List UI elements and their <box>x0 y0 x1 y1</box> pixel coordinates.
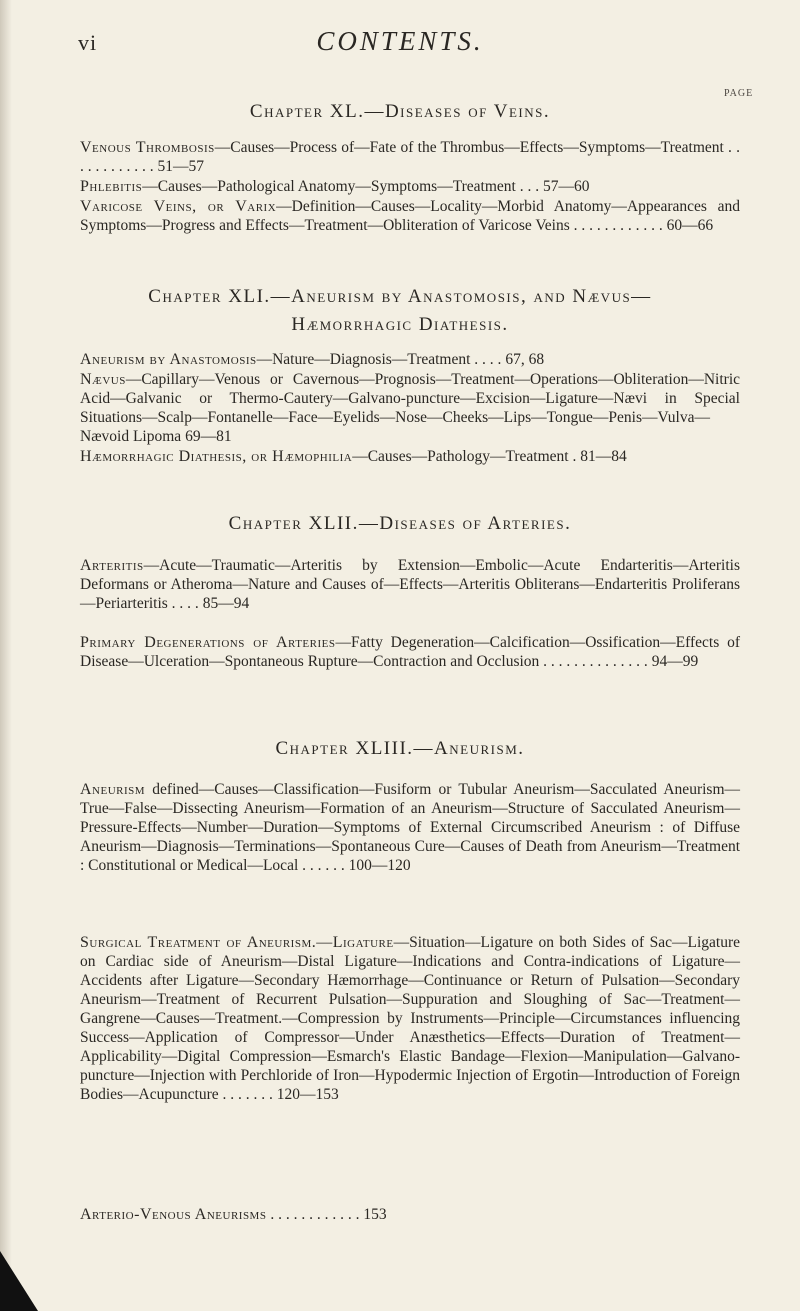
entry-pages: 67, 68 <box>505 351 545 368</box>
toc-entry <box>80 933 740 1104</box>
toc-entry <box>80 780 740 875</box>
toc-entry <box>80 633 740 671</box>
entry-heading: Venous Thrombosis <box>80 139 215 156</box>
chapter-title: Chapter XLI.—Aneurism by Anastomosis, and Nævus—Hæmorrhagic Diathesis. <box>148 286 652 335</box>
toc-entry <box>80 447 740 466</box>
toc-entry <box>80 370 740 446</box>
entry-pages: 69—81 <box>185 428 232 445</box>
entry-text: —Situation—Ligature on both Sides of Sac—Ligature on Cardiac side of Aneurism—Distal Ligature—Indications and Contra-indications of Ligature—Accidents after Ligature—Secondary Hæmorrhage—Continuance or Return of Pulsation—Secondary Aneurism—Treatment of Recurrent Pulsation—Suppuration and Sloughing of Sac—Treatment—Gangrene—Causes—Treatment.—Compression by Instruments—Principle—Circumstances influencing Success—Application of Compressor—Under Anæsthetics—Effects—Duration of Treatment—Applicability—Digital Compression—Esmarch's Elastic Bandage—Flexion—Manipulation—Galvano-puncture—Injection with Perchloride of Iron—Hypodermic Injection of Ergotin—Introduction of Foreign Bodies—Acupuncture . . . . . . . <box>80 934 740 1103</box>
toc-entry <box>80 177 740 196</box>
entry-text: —Definition—Causes—Locality—Morbid Anatomy—Appearances and Symptoms—Progress and Effects—Treatment—Obliteration of Varicose Veins . . . . . . . . . . . . <box>80 198 741 234</box>
entry-pages: 153 <box>363 1206 387 1223</box>
chapter-41-heading <box>0 283 800 339</box>
entry-heading: Nævus <box>80 371 126 388</box>
entry-text: —Fatty Degeneration—Calcification—Ossification—Effects of Disease—Ulceration—Spontaneous Rupture—Contraction and Occlusion . . . . . . . . . . . . . . <box>80 634 740 670</box>
chapter-43-heading <box>0 735 800 763</box>
entry-pages: 60—66 <box>666 217 714 234</box>
entry-heading: Surgical Treatment of Aneurism.—Ligature <box>80 934 394 951</box>
entry-pages: 57—60 <box>542 178 590 195</box>
toc-entry <box>80 197 740 235</box>
running-title: CONTENTS. <box>316 26 484 56</box>
entry-heading: Arteritis <box>80 557 144 574</box>
running-head <box>0 22 800 62</box>
page-column-label: PAGE <box>724 88 754 99</box>
entry-heading: Aneurism <box>80 781 146 798</box>
entry-pages: 120—153 <box>276 1086 339 1103</box>
entry-text: —Causes—Process of—Fate of the Thrombus—Effects—Symptoms—Treatment . . . . . . . . . . . . <box>80 139 740 175</box>
chapter-40-heading <box>0 98 800 126</box>
entry-text: . . . . . . . . . . . . <box>266 1206 360 1223</box>
page-binding-shadow <box>0 0 12 1311</box>
entry-heading: Aneurism by Anastomosis <box>80 351 257 368</box>
page-folio: vi <box>78 30 98 55</box>
chapter-title: Chapter XLII.—Diseases of Arteries. <box>228 513 572 534</box>
entry-text: defined—Causes—Classification—Fusiform or Tubular Aneurism—Sacculated Aneurism—True—False—Dissecting Aneurism—Formation of an Aneurism—Structure of Sacculated Aneurism—Pressure-Effects—Number—Duration—Symptoms of External Circumscribed Aneurism : of Diffuse Aneurism—Diagnosis—Terminations—Spontaneous Cure—Causes of Death from Aneurism—Treatment : Constitutional or Medical—Local . . . . . . <box>80 781 740 874</box>
entry-heading: Primary Degenerations of Arteries <box>80 634 336 651</box>
chapter-title: Chapter XL.—Diseases of Veins. <box>249 101 551 122</box>
entry-heading: Arterio-Venous Aneurisms <box>80 1206 267 1223</box>
entry-pages: 85—94 <box>202 595 250 612</box>
entry-heading: Varicose Veins, or Varix <box>80 198 277 215</box>
entry-heading: Phlebitis <box>80 178 143 195</box>
page-corner-shadow <box>0 1251 38 1311</box>
toc-entry <box>80 1205 740 1224</box>
entry-text: —Causes—Pathological Anatomy—Symptoms—Treatment . . . <box>142 178 540 195</box>
entry-text: —Nature—Diagnosis—Treatment . . . . <box>256 351 502 368</box>
toc-entry <box>80 138 740 176</box>
entry-text: —Capillary—Venous or Cavernous—Prognosis—Treatment—Operations—Obliteration—Nitric Acid—Galvanic or Thermo-Cautery—Galvano-puncture—Excision—Ligature—Nævi in Special Situations—Scalp—Fontanelle—Face—Eyelids—Nose—Cheeks—Lips—Tongue—Penis—Vulva—Nævoid Lipoma <box>80 371 740 445</box>
entry-pages: 81—84 <box>580 448 627 465</box>
toc-entry <box>80 556 740 613</box>
entry-heading: Hæmorrhagic Diathesis, or Hæmophilia <box>80 448 353 465</box>
entry-text: —Acute—Traumatic—Arteritis by Extension—Embolic—Acute Endarteritis—Arteritis Deformans or Atheroma—Nature and Causes of—Effects—Arteritis Obliterans—Endarteritis Proliferans—Periarteritis . . . . <box>80 557 740 612</box>
entry-pages: 100—120 <box>348 857 411 874</box>
toc-entry <box>80 350 740 369</box>
chapter-42-heading <box>0 510 800 538</box>
entry-pages: 94—99 <box>651 653 699 670</box>
entry-text: —Causes—Pathology—Treatment . <box>352 448 577 465</box>
entry-pages: 51—57 <box>157 158 204 175</box>
chapter-title: Chapter XLIII.—Aneurism. <box>275 738 525 759</box>
